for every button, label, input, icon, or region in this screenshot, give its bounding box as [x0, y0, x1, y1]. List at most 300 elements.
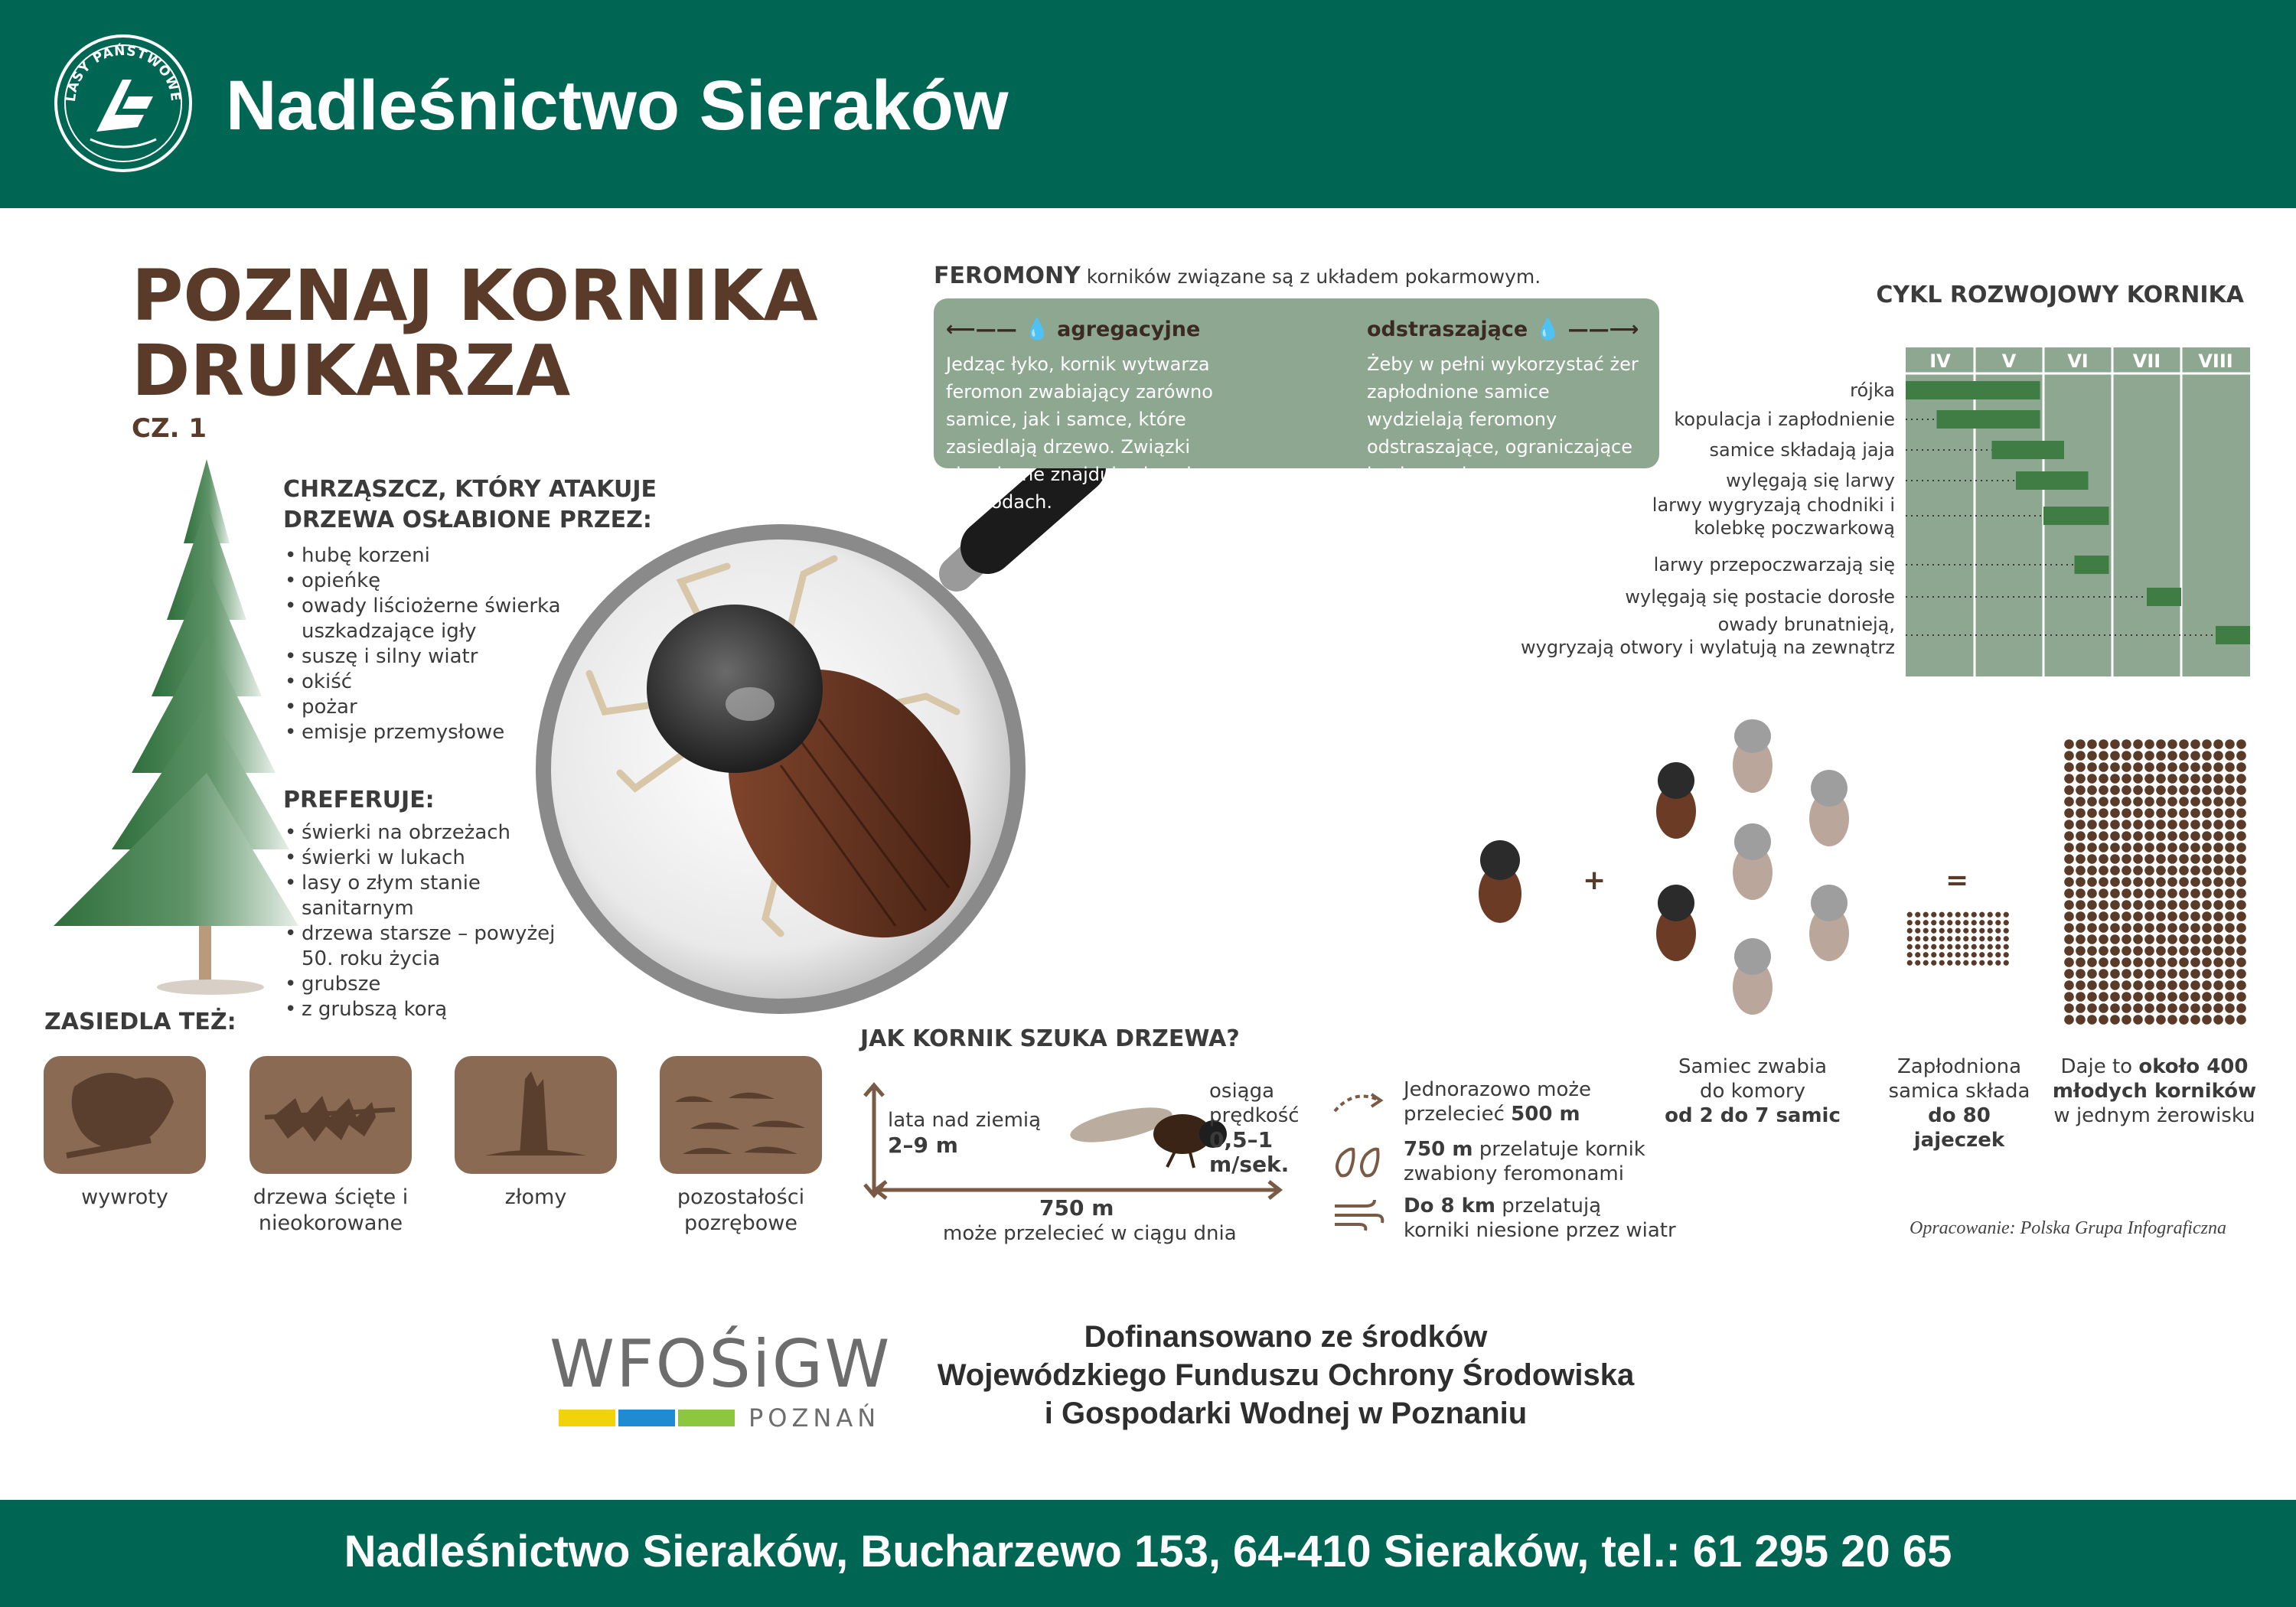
dot: [1907, 960, 1913, 966]
month-label: VI: [2067, 350, 2089, 372]
list-item: • owady liściożerne świerka uszkadzające igły: [285, 594, 591, 644]
female-caption-bold-1: do 80: [1928, 1104, 1991, 1127]
dot: [2213, 774, 2223, 784]
dot: [2190, 774, 2200, 784]
dot: [2099, 820, 2108, 830]
dot: [1988, 936, 1993, 941]
dot: [2133, 785, 2143, 795]
dot: [2225, 969, 2235, 979]
dot: [2156, 946, 2166, 956]
dot: [2225, 957, 2235, 967]
dot: [2076, 1003, 2086, 1013]
repellent-heading: [1367, 317, 1650, 341]
dot: [1963, 920, 1968, 925]
dot: [2190, 1015, 2200, 1025]
dot: [2225, 762, 2235, 772]
dot: [2087, 923, 2097, 933]
dot: [2236, 992, 2246, 1002]
dot: [1939, 920, 1945, 925]
dot: [2167, 957, 2177, 967]
funding-line-2: Wojewódzkiego Funduszu Ochrony Środowiska: [937, 1358, 1635, 1392]
dot: [2190, 957, 2200, 967]
dot: [2156, 934, 2166, 944]
dot: [2064, 946, 2074, 956]
dot: [2087, 865, 2097, 875]
dot: [2087, 957, 2097, 967]
height-value: 2–9 m: [888, 1133, 958, 1158]
dot: [2213, 980, 2223, 990]
cycle-row-bar: [2216, 626, 2250, 644]
dot: [2133, 934, 2143, 944]
dot: [2202, 797, 2212, 807]
dot: [2087, 785, 2097, 795]
dot: [2236, 1003, 2246, 1013]
dot: [2202, 865, 2212, 875]
cycle-row-label: kopulacja i zapłodnienie: [1674, 409, 1895, 430]
dot: [2076, 865, 2086, 875]
dot: [2179, 934, 2189, 944]
dot: [2122, 980, 2131, 990]
dot: [2064, 739, 2074, 749]
female-caption-line-4: [1867, 1128, 2051, 1152]
dot: [2190, 888, 2200, 898]
dot: [2213, 1015, 2223, 1025]
spruce-tree-illustration: [46, 451, 298, 1002]
dot: [2087, 980, 2097, 990]
dot: [2076, 820, 2086, 830]
dot: [2213, 934, 2223, 944]
female-caption-bold-2: jajeczek: [1913, 1129, 2005, 1152]
dot: [1988, 944, 1993, 950]
dot: [2144, 980, 2154, 990]
female-beetle-icon: [1733, 719, 1773, 793]
aggregation-heading: [946, 317, 1275, 341]
dot: [2144, 762, 2154, 772]
dot: [2190, 934, 2200, 944]
list-item: • z grubszą korą: [285, 997, 583, 1022]
dot: [2167, 831, 2177, 841]
dot: [2099, 992, 2108, 1002]
dot: [2133, 831, 2143, 841]
dot: [2133, 1003, 2143, 1013]
dot: [1947, 920, 1952, 925]
dot: [1915, 944, 1920, 950]
male-caption-line-3: [1653, 1103, 1852, 1128]
dot: [2122, 865, 2131, 875]
dot: [2167, 1015, 2177, 1025]
dot: [2156, 774, 2166, 784]
list-item: • świerki w lukach: [285, 846, 583, 871]
dot: [2213, 843, 2223, 852]
speed-value-line-1: 0,5–1: [1209, 1127, 1274, 1152]
dot: [2099, 865, 2108, 875]
dot: [2133, 992, 2143, 1002]
dot: [1907, 912, 1913, 918]
male-caption-line-2: do komory: [1699, 1080, 1806, 1103]
organization-title: Nadleśnictwo Sieraków: [226, 67, 1009, 145]
arrow-right-icon: ——⟶: [1567, 318, 1639, 341]
dot: [2110, 762, 2120, 772]
footer-contact: Nadleśnictwo Sieraków, Bucharzewo 153, 64-410 Sieraków, tel.: 61 295 20 65: [344, 1527, 1952, 1576]
dot: [2110, 854, 2120, 864]
funding-line-3: i Gospodarki Wodnej w Poznaniu: [1044, 1397, 1528, 1430]
dot: [2236, 820, 2246, 830]
dot: [2190, 739, 2200, 749]
dot: [2190, 831, 2200, 841]
dot: [2236, 946, 2246, 956]
dot: [2167, 934, 2177, 944]
cycle-row-bar: [1906, 381, 2040, 399]
dot: [2167, 946, 2177, 956]
dot: [1971, 920, 1977, 925]
dot: [2190, 980, 2200, 990]
dot: [2099, 911, 2108, 921]
dot: [2133, 843, 2143, 852]
female-beetle-icon: [1733, 938, 1773, 1015]
dot: [2064, 751, 2074, 761]
settles-heading: ZASIEDLA TEŻ:: [44, 1009, 236, 1035]
dot: [2156, 739, 2166, 749]
dot: [2190, 865, 2200, 875]
dot: [1979, 936, 1985, 941]
dot: [2064, 820, 2074, 830]
dot: [2122, 751, 2131, 761]
dot: [2144, 923, 2154, 933]
wind-value: Do 8 km: [1404, 1195, 1496, 1217]
dot: [2076, 911, 2086, 921]
magnifier-illustration: [528, 459, 1079, 1033]
dot: [1995, 912, 2001, 918]
dot: [2202, 969, 2212, 979]
dot: [2225, 980, 2235, 990]
dot: [2110, 1003, 2120, 1013]
dot: [2236, 900, 2246, 910]
dot: [2099, 877, 2108, 887]
dot: [1947, 928, 1952, 934]
single-flight-line-1: Jednorazowo może: [1404, 1078, 1592, 1101]
aggregation-column: [946, 317, 1275, 516]
credit-text: Opracowanie: Polska Grupa Infograficzna: [1910, 1218, 2226, 1238]
dot: [2110, 900, 2120, 910]
dot: [2202, 1003, 2212, 1013]
dot: [2110, 820, 2120, 830]
dot: [2076, 980, 2086, 990]
dot: [1931, 960, 1936, 966]
dot: [2156, 831, 2166, 841]
dot: [2076, 957, 2086, 967]
dot: [2156, 785, 2166, 795]
dot: [1955, 960, 1961, 966]
arrow-left-icon: ⟵——: [946, 318, 1017, 341]
dot: [2133, 774, 2143, 784]
pheromones-intro-rest: korników związane są z układem pokarmowym.: [1086, 266, 1541, 288]
dot: [2087, 820, 2097, 830]
dot: [2236, 934, 2246, 944]
wfosigw-logo-subtext: POZNAŃ: [748, 1403, 881, 1433]
cycle-row-label: rójka: [1850, 380, 1895, 401]
cycle-row-label: wylęgają się larwy: [1726, 470, 1895, 491]
dot: [2133, 854, 2143, 864]
lured-line-2: zwabiony feromonami: [1404, 1162, 1624, 1185]
dot: [2122, 808, 2131, 818]
logging-residue-icon: [660, 1056, 822, 1174]
dot: [2167, 751, 2177, 761]
dot: [2110, 877, 2120, 887]
dot: [2213, 900, 2223, 910]
dot: [2236, 957, 2246, 967]
speed-label: [1209, 1079, 1300, 1128]
dot: [2167, 1003, 2177, 1013]
dot: [2190, 911, 2200, 921]
dot: [2099, 762, 2108, 772]
dot: [2144, 865, 2154, 875]
dot: [2236, 980, 2246, 990]
dot: [2190, 843, 2200, 852]
dot: [2167, 888, 2177, 898]
female-caption: [1867, 1054, 2051, 1152]
dot: [2213, 923, 2223, 933]
dot: [2122, 946, 2131, 956]
dot: [2099, 980, 2108, 990]
dot: [1995, 960, 2001, 966]
dot: [2087, 1003, 2097, 1013]
dot: [2064, 808, 2074, 818]
dot: [2122, 888, 2131, 898]
dot: [2190, 877, 2200, 887]
dot: [2213, 1003, 2223, 1013]
dot: [1907, 920, 1913, 925]
felled-tree-icon: [249, 1056, 412, 1174]
dot: [1907, 936, 1913, 941]
dot: [2064, 934, 2074, 944]
dot: [2190, 923, 2200, 933]
dot: [2202, 992, 2212, 1002]
female-beetle-icon: [1733, 823, 1773, 900]
repellent-heading-text: odstraszające: [1367, 318, 1528, 341]
dot: [2213, 946, 2223, 956]
list-item: • suszę i silny wiatr: [285, 644, 591, 670]
height-label: lata nad ziemią: [888, 1109, 1042, 1132]
dot: [2144, 911, 2154, 921]
male-beetle-icon: [1469, 834, 1531, 926]
uprooted-tree-icon: [44, 1056, 206, 1174]
dot: [2064, 1003, 2074, 1013]
dot: [2099, 934, 2108, 944]
dot: [2122, 820, 2131, 830]
dot: [2156, 923, 2166, 933]
dot: [2004, 952, 2009, 957]
dot: [2179, 946, 2189, 956]
dot: [2167, 808, 2177, 818]
dot: [2144, 1003, 2154, 1013]
dot: [1939, 952, 1945, 957]
dot: [2122, 843, 2131, 852]
dot: [2110, 957, 2120, 967]
dot: [2225, 843, 2235, 852]
dot: [2190, 1003, 2200, 1013]
list-item: • emisje przemysłowe: [285, 720, 591, 745]
dot: [1979, 952, 1985, 957]
dot: [1979, 928, 1985, 934]
dot: [2156, 900, 2166, 910]
dot: [1955, 912, 1961, 918]
dot: [2122, 797, 2131, 807]
dot: [2110, 739, 2120, 749]
dot: [2179, 969, 2189, 979]
dot: [2099, 751, 2108, 761]
dot: [2202, 900, 2212, 910]
dot: [1995, 920, 2001, 925]
lasy-panstwowe-logo: [52, 32, 194, 174]
wind-icon: [1332, 1195, 1385, 1234]
single-flight-line-2: [1404, 1102, 1591, 1126]
dot: [1955, 920, 1961, 925]
dot: [2179, 980, 2189, 990]
dot: [2213, 785, 2223, 795]
dot: [2213, 957, 2223, 967]
dot: [2156, 1015, 2166, 1025]
dot: [2110, 843, 2120, 852]
dot: [2110, 888, 2120, 898]
speed-value: [1209, 1128, 1289, 1177]
dot: [1963, 936, 1968, 941]
dot: [2099, 739, 2108, 749]
dot: [2099, 854, 2108, 864]
wfosigw-logo-text: WFOŚiGW: [550, 1326, 892, 1403]
dot: [1915, 952, 1920, 957]
dot: [2213, 751, 2223, 761]
dot: [2225, 888, 2235, 898]
dot: [2156, 762, 2166, 772]
pheromones-intro: [934, 262, 1541, 289]
dot: [2202, 774, 2212, 784]
dot: [2064, 843, 2074, 852]
dot: [2179, 877, 2189, 887]
dot: [2110, 946, 2120, 956]
dot: [2064, 831, 2074, 841]
dot: [2122, 900, 2131, 910]
dot: [2156, 1003, 2166, 1013]
dot: [2179, 911, 2189, 921]
dot: [2236, 797, 2246, 807]
dot: [2167, 865, 2177, 875]
dot: [2076, 854, 2086, 864]
wind-line-2: korniki niesione przez wiatr: [1404, 1219, 1676, 1242]
dot: [2076, 923, 2086, 933]
dot: [2064, 980, 2074, 990]
dot: [2144, 831, 2154, 841]
dot: [2064, 865, 2074, 875]
dot: [2076, 843, 2086, 852]
dot: [2110, 831, 2120, 841]
lured-line-1-text: przelatuje kornik: [1479, 1138, 1645, 1161]
dot: [2236, 843, 2246, 852]
dot: [2087, 762, 2097, 772]
dot: [2099, 831, 2108, 841]
dot: [2122, 957, 2131, 967]
dot: [2004, 960, 2009, 966]
dot: [2076, 774, 2086, 784]
poster-title-line-1: POZNAJ KORNIKA: [132, 255, 818, 337]
funding-line-1: Dofinansowano ze środków: [1084, 1320, 1488, 1354]
dot: [1923, 912, 1929, 918]
dot: [1988, 952, 1993, 957]
month-label: V: [2001, 350, 2017, 372]
dot: [2076, 877, 2086, 887]
dot: [2133, 865, 2143, 875]
broken-tree-icon: [455, 1056, 617, 1174]
dot: [2167, 969, 2177, 979]
dot: [2202, 785, 2212, 795]
dot: [2004, 944, 2009, 950]
dot: [2144, 877, 2154, 887]
lured-value: 750 m: [1404, 1138, 1473, 1161]
dot: [2156, 865, 2166, 875]
dot: [1907, 944, 1913, 950]
dot: [2190, 854, 2200, 864]
dot: [1923, 960, 1929, 966]
broken-tree-tile: [455, 1056, 617, 1174]
dot: [2122, 739, 2131, 749]
dot: [2190, 797, 2200, 807]
dot: [2122, 831, 2131, 841]
search-heading: JAK KORNIK SZUKA DRZEWA?: [860, 1025, 1240, 1052]
dot: [1955, 952, 1961, 957]
pheromones-intro-bold: FEROMONY: [934, 262, 1081, 289]
dot: [1947, 936, 1952, 941]
dot: [1955, 944, 1961, 950]
dot: [2144, 1015, 2154, 1025]
dot: [1963, 960, 1968, 966]
dot: [2122, 923, 2131, 933]
drop-icon: 💧: [1534, 318, 1561, 341]
dot: [2225, 739, 2235, 749]
dot: [2202, 934, 2212, 944]
dot: [2225, 774, 2235, 784]
dot: [2236, 785, 2246, 795]
dot: [2225, 992, 2235, 1002]
list-item: • drzewa starsze – powyżej 50. roku życia: [285, 921, 583, 972]
dot: [2004, 928, 2009, 934]
result-caption-line-3: w jednym żerowisku: [2053, 1104, 2255, 1127]
dot: [2133, 888, 2143, 898]
list-item: • grubsze: [285, 972, 583, 997]
cycle-row-label: wylęgają się postacie dorosłe: [1625, 586, 1895, 608]
dot: [1971, 952, 1977, 957]
dot: [2144, 739, 2154, 749]
dot: [2213, 797, 2223, 807]
dot: [2179, 888, 2189, 898]
dot: [2087, 900, 2097, 910]
result-caption-text: Daje to: [2060, 1055, 2133, 1078]
dot: [1988, 920, 1993, 925]
dot: [2064, 900, 2074, 910]
female-beetle-icon: [1656, 885, 1696, 961]
dot: [2110, 1015, 2120, 1025]
drop-icon: 💧: [1024, 318, 1050, 341]
list-item: • okiść: [285, 670, 591, 695]
dot: [1915, 928, 1920, 934]
dot: [2190, 992, 2200, 1002]
dot: [2144, 785, 2154, 795]
dot: [2225, 797, 2235, 807]
dot: [2167, 911, 2177, 921]
dot: [2179, 1003, 2189, 1013]
dot: [1931, 936, 1936, 941]
dot: [2087, 808, 2097, 818]
dot: [2087, 992, 2097, 1002]
dot: [1988, 928, 1993, 934]
